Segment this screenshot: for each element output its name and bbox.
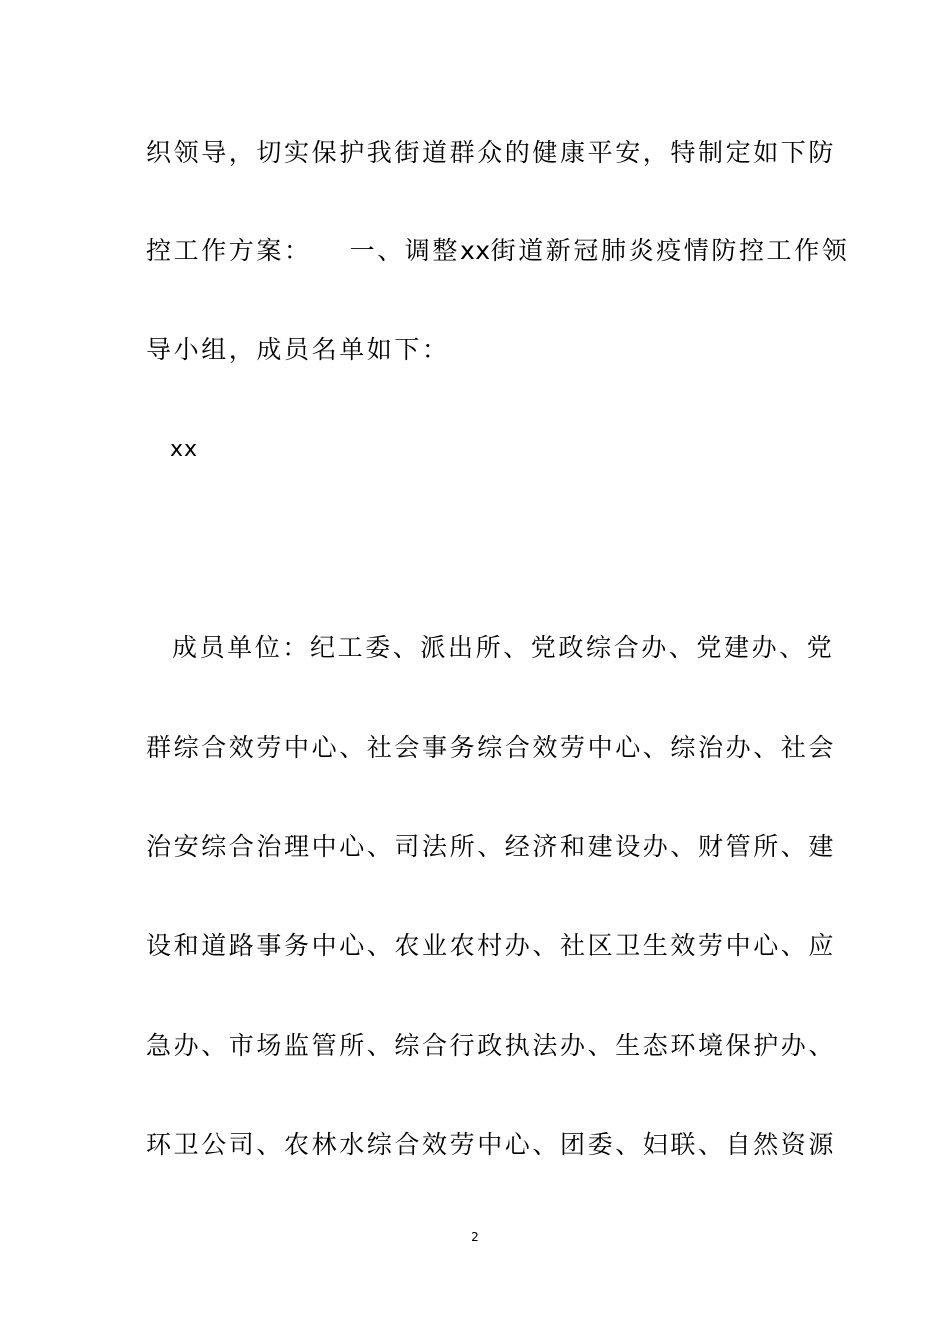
page-number: 2 [471,1230,479,1244]
paragraph-line: 环卫公司、农林水综合效劳中心、团委、妇联、自然资源 [146,1130,837,1159]
paragraph-line: 治安综合治理中心、司法所、经济和建设办、财管所、建 [146,832,837,861]
paragraph-line: 急办、市场监管所、综合行政执法办、生态环境保护办、 [146,1031,837,1060]
text-segment: 一、调整 [349,236,461,265]
paragraph-line: 导小组，成员名单如下： [146,335,450,364]
paragraph-line: 设和道路事务中心、农业农村办、社区卫生效劳中心、应 [146,931,837,960]
paragraph-line [146,235,850,267]
text-segment: xx [460,236,491,265]
paragraph-line: 群综合效劳中心、社会事务综合效劳中心、综治办、社会 [146,733,837,762]
paragraph-line: 织领导，切实保护我街道群众的健康平安，特制定如下防 [146,138,837,167]
text-segment: 街道新冠肺炎疫情防控工作领 [490,236,850,265]
paragraph-line: 成员单位：纪工委、派出所、党政综合办、党建办、党 [172,633,835,662]
text-segment: 控工作方案： [146,236,312,265]
paragraph-line: xx [170,437,199,462]
